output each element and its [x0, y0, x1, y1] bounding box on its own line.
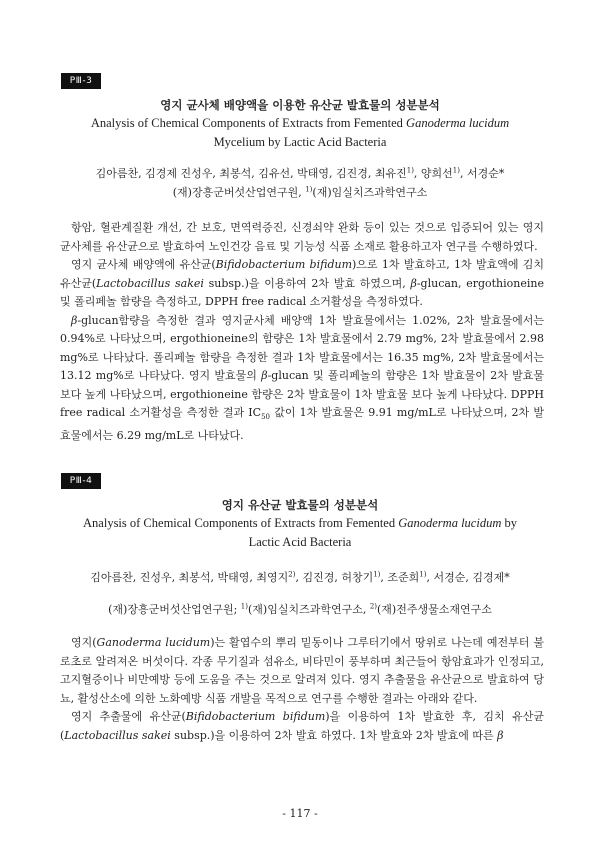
authors-text: , 서경순*: [459, 167, 505, 180]
authors-sup: 1): [406, 166, 414, 175]
section1-title-en-line2: Mycelium by Lactic Acid Bacteria: [213, 135, 387, 149]
page-number: - 117 -: [282, 807, 318, 820]
affiliation-text: (재)임실치즈과학연구소: [312, 186, 428, 199]
affiliation-text: (재)장흥군버섯산업연구원;: [108, 603, 241, 616]
authors-text: 김아름찬, 진성우, 최봉석, 박태영, 최영지: [90, 571, 289, 584]
text: 영지(: [71, 636, 97, 649]
section1-body: [60, 219, 544, 445]
species-name: Lactobacillus sakei: [96, 276, 204, 290]
text: 영지 추출물에 유산균(: [71, 710, 186, 723]
section1-authors: [40, 165, 560, 181]
beta-symbol: β: [261, 369, 268, 382]
authors-sup: 1): [452, 166, 460, 175]
section1-title-ko: 영지 균사체 배양액을 이용한 유산균 발효물의 성분분석: [160, 98, 440, 112]
section1-title-en-line1: Analysis of Chemical Components of Extracts from Femented: [90, 116, 407, 130]
section2-body: [60, 634, 544, 745]
text: -glucan 및 폴리페놀의 함량은 1차 발효물이 2차 발효물 보다 높게 나타났으며, ergothioneine 함량은 2차 발효물이 1차 발효물 보다 높게 나타났다. DPPH free radical 소거활성을 측정한 결과 IC: [60, 369, 544, 419]
section1-title-en: [60, 114, 540, 152]
affiliation-text: (재)장흥군버섯산업연구원,: [172, 186, 306, 199]
section1-paragraph-1: 항암, 혈관계질환 개선, 간 보호, 면역력증진, 신경쇠약 완화 등이 있는 것으로 입증되어 있는 영지 균사체를 유산균으로 발효하여 노인건강 음료 및 기능성 식품 소재로 활용하고자 연구를 수행하였다.: [60, 221, 544, 253]
section1-paragraph-2: [60, 256, 544, 312]
section2-title-en-line2: Lactic Acid Bacteria: [248, 535, 352, 549]
subscript: 50: [261, 413, 270, 422]
beta-symbol: β: [410, 276, 417, 290]
affiliation-text: (재)전주생물소재연구소: [377, 603, 492, 616]
authors-text: , 조준희: [380, 571, 420, 584]
species-name: Bifidobacterium bifidum: [185, 710, 326, 723]
section2-title-en: [40, 514, 560, 552]
authors-sup: 2): [288, 570, 296, 579]
text: 영지 균사체 배양액에 유산균(: [71, 258, 216, 271]
section2-title-en-line1: Analysis of Chemical Components of Extracts from Femented: [83, 516, 399, 530]
species-name: Ganoderma lucidum: [96, 636, 211, 649]
beta-symbol: β: [497, 728, 504, 742]
authors-sup: 1): [373, 570, 381, 579]
section1-affiliation: [40, 184, 560, 200]
section-badge-p3-4: PⅢ-4: [61, 473, 101, 489]
affiliation-sup: 2): [369, 602, 378, 611]
section2-title-ko: 영지 유산균 발효물의 성분분석: [221, 498, 379, 512]
text: -glucan, ergothioneine 및 폴리페놀 함량을 측정하고, DPPH free radical 소거활성을 측정하였다.: [60, 276, 544, 308]
authors-sup: 1): [419, 570, 427, 579]
section2-authors: [40, 569, 560, 585]
authors-text: , 서경순, 김경제*: [426, 571, 510, 584]
section2-affiliation: [40, 601, 560, 617]
section1-title-en-species: Ganoderma lucidum: [406, 116, 510, 130]
text: subsp.)을 이용하여 2차 발효 하였다. 1차 발효와 2차 발효에 따른: [170, 728, 498, 742]
text: )을 이용하여 1차 발효한 후, 김치 유산균(: [60, 710, 544, 742]
section2-title-en-line1-end: by: [501, 516, 517, 530]
text: subsp.)을 이용하여 2차 발효 하였으며,: [203, 276, 411, 290]
authors-text: 김아름찬, 김경제 진성우, 최봉석, 김유선, 박태영, 김진경, 최유진: [95, 167, 407, 180]
species-name: Bifidobacterium bifidum: [215, 258, 352, 271]
affiliation-text: (재)임실치즈과학연구소,: [247, 603, 370, 616]
section2-paragraph-1: [60, 634, 544, 708]
section1-paragraph-3: [60, 312, 544, 446]
section2-title-en-species: Ganoderma lucidum: [398, 516, 502, 530]
text: )는 활엽수의 뿌리 밑동이나 그루터기에서 땅위로 나는데 예전부터 불로초로 알려져온 버섯이다. 각종 무기질과 섬유소, 비타민이 풍부하며 최근들어 항암효과가 인정되고, 고지혈증이나 비만예방 등에 도움을 주는 것으로 알려져 있다. 영지 추출물을 유산균으로 발효하여 당뇨, 활성산소에 의한 노화예방 식품 개발을 목적으로 연구를 수행한 결과는 아래와 같다.: [60, 636, 544, 705]
text: )으로 1차 발효하고, 1차 발효액에 김치 유산균(: [60, 258, 544, 290]
text: -glucan함량을 측정한 결과 영지균사체 배양액 1차 발효물에서는 1.02%, 2차 발효물에서는 0.94%로 나타났으며, ergothioneine의 함량은 1차 발효물에서 2.79 mg%, 2차 발효물에서 2.98 mg%로 나타났다. 폴리페놀 함량을 측정한 결과 1차 발효물에서는 16.35 mg%, 2차 발효물에서는 13.12 mg%로 나타났다. 영지 발효물의: [60, 313, 544, 382]
species-name: Lactobacillus sakei: [64, 728, 171, 742]
beta-symbol: β: [71, 313, 78, 327]
section-badge-p3-3: PⅢ-3: [61, 73, 101, 89]
authors-text: , 김진경, 허창기: [295, 571, 374, 584]
affiliation-sup: 1): [240, 602, 248, 611]
text: 값이 1차 발효물은 9.91 mg/mL로 나타났으며, 2차 발효물에서는 6.29 mg/mL로 나타났다.: [60, 406, 544, 442]
section2-paragraph-2: [60, 708, 544, 745]
authors-text: , 양희선: [413, 167, 453, 180]
affiliation-sup: 1): [305, 185, 313, 194]
